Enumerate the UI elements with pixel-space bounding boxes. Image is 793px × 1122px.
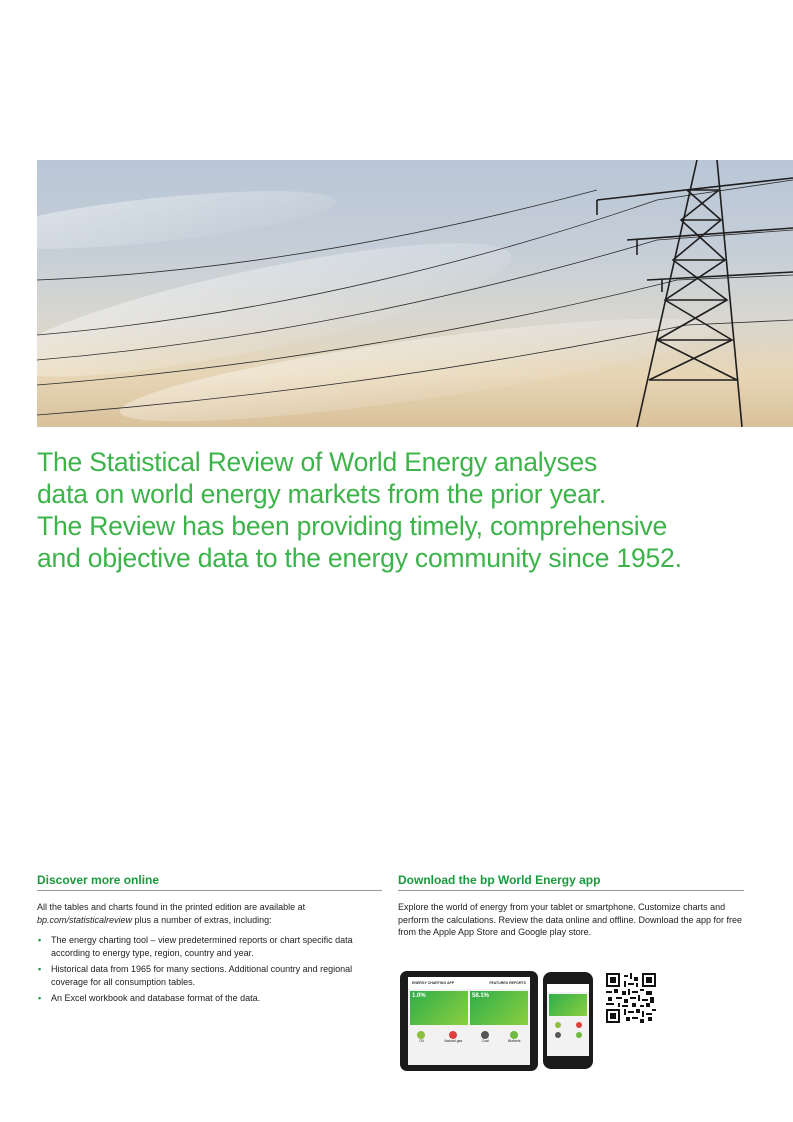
fuel-gas xyxy=(444,1031,462,1043)
app-heading: Download the bp World Energy app xyxy=(398,873,744,891)
fuel-icons xyxy=(408,1027,530,1043)
biofuels-icon xyxy=(510,1031,518,1039)
app-tile: 58.1% xyxy=(470,991,528,1025)
app-title: ENERGY CHARTING APP xyxy=(412,981,455,985)
list-item xyxy=(37,992,382,1005)
intro-text: plus a number of extras, including: xyxy=(132,914,272,925)
fuel-coal xyxy=(481,1031,489,1043)
bullet-icon: • xyxy=(38,935,42,945)
fuel-label: Natural gas xyxy=(444,1039,463,1043)
phone-icons xyxy=(547,1028,589,1038)
fuel-oil xyxy=(417,1031,425,1043)
bullet-icon: • xyxy=(38,993,42,1003)
fuel-label: Biofuels xyxy=(508,1039,521,1043)
app-header xyxy=(408,977,530,989)
coal-icon xyxy=(481,1031,489,1039)
fuel-label: Coal xyxy=(481,1039,489,1043)
tablet-screen xyxy=(408,977,530,1065)
app-tile: 1.0% xyxy=(410,991,468,1025)
qr-code-icon[interactable] xyxy=(606,972,656,1024)
phone-icons xyxy=(547,1018,589,1028)
hero-photo-power-lines xyxy=(37,160,793,427)
list-item-text: Historical data from 1965 for many sections. Additional country and regional coverage for all consumption tables. xyxy=(51,964,353,987)
app-tiles xyxy=(408,989,530,1027)
discover-section xyxy=(37,873,382,1009)
list-item-text: The energy charting tool – view predetermined reports or chart specific data according to energy type, region, country and year. xyxy=(51,935,353,958)
oil-icon xyxy=(555,1022,561,1028)
headline-line: The Review has been providing timely, comprehensive xyxy=(37,511,668,541)
headline xyxy=(37,446,777,574)
intro-text: All the tables and charts found in the printed edition are available at xyxy=(37,902,306,912)
fuel-biofuels xyxy=(508,1031,520,1043)
extras-list xyxy=(37,934,382,1005)
coal-icon xyxy=(555,1032,561,1038)
list-item xyxy=(37,934,382,959)
phone-tile xyxy=(549,994,587,1016)
app-section xyxy=(398,873,744,939)
tablet-mockup xyxy=(400,971,538,1071)
bullet-icon: • xyxy=(38,964,42,974)
fuel-label: Oil xyxy=(419,1039,424,1043)
statistical-review-link[interactable]: bp.com/statisticalreview xyxy=(37,914,133,925)
phone-screen xyxy=(547,984,589,1056)
discover-intro xyxy=(37,901,382,926)
app-description: Explore the world of energy from your tablet or smartphone. Customize charts and perform the calculations. Review the data online and offline. Download the app for free from the Apple App Store and Google play store. xyxy=(398,902,743,937)
list-item-text: An Excel workbook and database format of the data. xyxy=(51,993,261,1003)
headline-line: The Statistical Review of World Energy analyses xyxy=(37,447,598,477)
phone-mockup xyxy=(543,972,593,1069)
phone-app-header xyxy=(547,984,589,992)
natural-gas-icon xyxy=(576,1022,582,1028)
list-item xyxy=(37,963,382,988)
pylon-illustration xyxy=(37,160,793,427)
discover-heading: Discover more online xyxy=(37,873,382,891)
natural-gas-icon xyxy=(449,1031,457,1039)
biofuels-icon xyxy=(576,1032,582,1038)
headline-line: and objective data to the energy community since 1952. xyxy=(37,543,682,573)
featured-reports-label: FEATURED REPORTS xyxy=(489,981,526,985)
headline-line: data on world energy markets from the prior year. xyxy=(37,479,607,509)
oil-icon xyxy=(417,1031,425,1039)
